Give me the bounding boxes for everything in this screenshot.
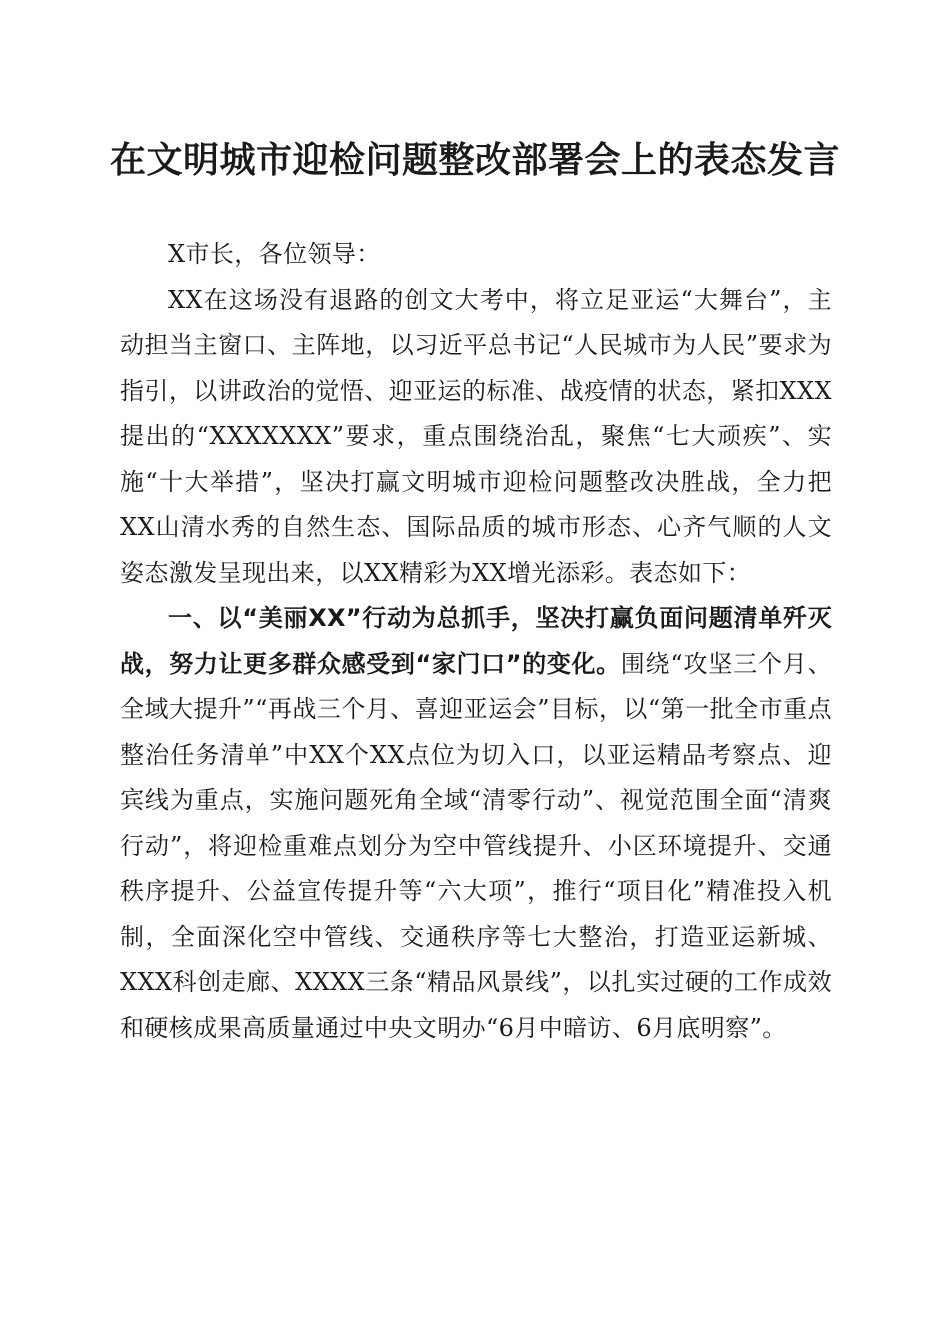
paragraph-intro: XX在这场没有退路的创文大考中，将立足亚运“大舞台”，主动担当主窗口、主阵地，以习近平总书记“人民城市为人民”要求为指引，以讲政治的觉悟、迎亚运的标准、战疫情的状态，紧扣XXX提出的“XXXXXXX”要求，重点围绕治乱，聚焦“七大顽疾”、实施“十大举措”，坚决打赢文明城市迎检问题整改决胜战，全力把XX山清水秀的自然生态、国际品质的城市形态、心齐气顺的人文姿态激发呈现出来，以XX精彩为XX增光添彩。表态如下：	[120, 285, 832, 587]
section-1-heading: 一、以“美丽XX”行动为总抓手，坚决打赢负面问题清单歼灭战，努力让更多群众感受到“家门口”的变化。	[120, 604, 832, 678]
salutation: X市长，各位领导：	[168, 240, 381, 268]
section-1-paragraph	[120, 596, 832, 1051]
section-1-body: 围绕“攻坚三个月、全域大提升”“再战三个月、喜迎亚运会”目标，以“第一批全市重点整治任务清单”中XX个XX点位为切入口，以亚运精品考察点、迎宾线为重点，实施问题死角全域“清零行动”、视觉范围全面“清爽行动”，将迎检重难点划分为空中管线提升、小区环境提升、交通秩序提升、公益宣传提升等“六大项”，推行“项目化”精准投入机制，全面深化空中管线、交通秩序等七大整治，打造亚运新城、XXX科创走廊、XXXX三条“精品风景线”，以扎实过硬的工作成效和硬核成果高质量通过中央文明办“6月中暗访、6月底明察”。	[120, 649, 833, 1042]
document-body	[120, 232, 832, 1051]
document-title: 在文明城市迎检问题整改部署会上的表态发言	[109, 139, 840, 181]
